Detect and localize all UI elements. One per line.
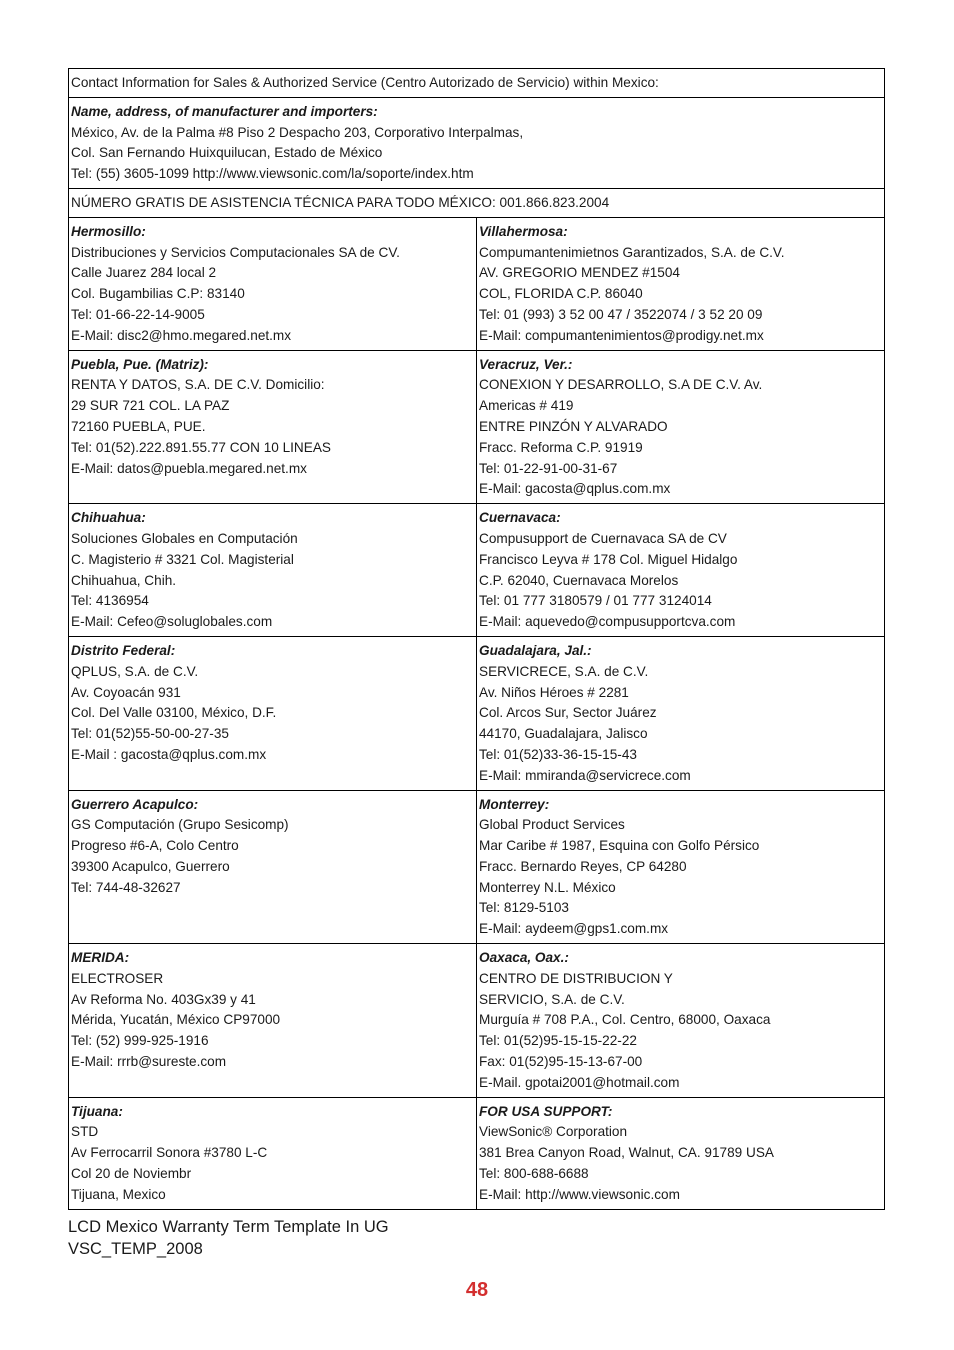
branch-line: Tel: 01(52)95-15-15-22-22 (479, 1033, 637, 1049)
branch-line: Fax: 01(52)95-15-13-67-00 (479, 1054, 643, 1070)
branch-line: CONEXION Y DESARROLLO, S.A DE C.V. Av. (479, 377, 763, 393)
branch-line: Tel: 744-48-32627 (71, 879, 181, 895)
branch-line: Tel: (52) 999-925-1916 (71, 1033, 209, 1049)
branch-heading: Cuernavaca: (479, 510, 561, 526)
branch-line: Tel: 4136954 (71, 593, 149, 609)
branch-heading: MERIDA: (71, 950, 130, 966)
branch-line: Tel: 800-688-6688 (479, 1166, 589, 1182)
branch-line: SERVICRECE, S.A. de C.V. (479, 663, 649, 679)
branch-line: COL, FLORIDA C.P. 86040 (479, 286, 643, 302)
branch-heading: Distrito Federal: (71, 642, 176, 658)
branch-line: E-Mail: http://www.viewsonic.com (479, 1186, 680, 1202)
branch-cell (477, 1097, 885, 1209)
branch-line: Tel: 01-66-22-14-9005 (71, 306, 205, 322)
branch-heading: Hermosillo: (71, 223, 146, 239)
branch-heading: Veracruz, Ver.: (479, 356, 573, 372)
branch-line: Distribuciones y Servicios Computacionales SA de CV. (71, 244, 400, 260)
branch-line: Tel: 01(52)33-36-15-15-43 (479, 746, 637, 762)
branch-line: Chihuahua, Chih. (71, 572, 177, 588)
branch-line: E-Mail: compumantenimientos@prodigy.net.mx (479, 327, 764, 343)
branch-cell (477, 944, 885, 1098)
branch-line: Monterrey N.L. México (479, 879, 616, 895)
branch-cell (69, 504, 477, 637)
branch-row (69, 636, 885, 790)
branch-line: Av. Niños Héroes # 2281 (479, 684, 629, 700)
branch-row (69, 504, 885, 637)
branch-line: Av Ferrocarril Sonora #3780 L-C (71, 1145, 268, 1161)
branch-line: ENTRE PINZÓN Y ALVARADO (479, 418, 668, 434)
branch-heading: Oaxaca, Oax.: (479, 950, 569, 966)
manufacturer-line: Col. San Fernando Huixquilucan, Estado de México (71, 145, 383, 161)
branch-line: Murguía # 708 P.A., Col. Centro, 68000, Oaxaca (479, 1012, 771, 1028)
manufacturer-row (69, 97, 885, 188)
branch-line: Soluciones Globales en Computación (71, 530, 298, 546)
branch-line: Fracc. Reforma C.P. 91919 (479, 439, 643, 455)
branch-line: CENTRO DE DISTRIBUCION Y (479, 970, 673, 986)
branch-line: RENTA Y DATOS, S.A. DE C.V. Domicilio: (71, 377, 325, 393)
branch-cell (69, 217, 477, 350)
branch-line: Av Reforma No. 403Gx39 y 41 (71, 991, 256, 1007)
contact-intro: Contact Information for Sales & Authorized Service (Centro Autorizado de Servicio) within Mexico: (69, 69, 885, 98)
footer-template-code: VSC_TEMP_2008 (68, 1240, 203, 1258)
branch-heading: Guadalajara, Jal.: (479, 642, 592, 658)
manufacturer-line: México, Av. de la Palma #8 Piso 2 Despacho 203, Corporativo Interpalmas, (71, 124, 524, 140)
branch-cell (69, 1097, 477, 1209)
branch-cell (69, 636, 477, 790)
branch-row (69, 217, 885, 350)
branch-line: C. Magisterio # 3321 Col. Magisterial (71, 551, 294, 567)
branch-line: QPLUS, S.A. de C.V. (71, 663, 199, 679)
branch-line: Tel: 01 777 3180579 / 01 777 3124014 (479, 593, 712, 609)
branch-line: Col 20 de Noviembr (71, 1166, 192, 1182)
branch-heading: FOR USA SUPPORT: (479, 1103, 613, 1119)
footer-template-name: LCD Mexico Warranty Term Template In UG (68, 1218, 389, 1236)
branch-heading: Guerrero Acapulco: (71, 796, 199, 812)
branch-line: 381 Brea Canyon Road, Walnut, CA. 91789 USA (479, 1145, 774, 1161)
manufacturer-heading: Name, address, of manufacturer and importers: (71, 103, 378, 119)
branch-line: GS Computación (Grupo Sesicomp) (71, 817, 289, 833)
branch-line: E-Mail: disc2@hmo.megared.net.mx (71, 327, 292, 343)
branch-line: 29 SUR 721 COL. LA PAZ (71, 398, 230, 414)
branch-line: Compumantenimietnos Garantizados, S.A. de C.V. (479, 244, 785, 260)
page-number: 48 (465, 1279, 489, 1301)
branch-line: 44170, Guadalajara, Jalisco (479, 726, 648, 742)
branch-row (69, 1097, 885, 1209)
branch-line: 72160 PUEBLA, PUE. (71, 418, 206, 434)
branch-line: ViewSonic® Corporation (479, 1124, 628, 1140)
branch-line: ELECTROSER (71, 970, 164, 986)
branch-line: E-Mail: gacosta@qplus.com.mx (479, 481, 671, 497)
branch-line: E-Mail: datos@puebla.megared.net.mx (71, 460, 307, 476)
branch-line: Col. Del Valle 03100, México, D.F. (71, 705, 277, 721)
toll-free-row (69, 188, 885, 217)
branch-line: E-Mail: Cefeo@soluglobales.com (71, 614, 273, 630)
branch-line: Tijuana, Mexico (71, 1186, 166, 1202)
branch-row (69, 350, 885, 504)
branch-heading: Puebla, Pue. (Matriz): (71, 356, 209, 372)
branch-line: C.P. 62040, Cuernavaca Morelos (479, 572, 679, 588)
branch-line: Col. Arcos Sur, Sector Juárez (479, 705, 657, 721)
branch-line: STD (71, 1124, 99, 1140)
branch-cell (69, 790, 477, 944)
branch-line: Tel: 01(52)55-50-00-27-35 (71, 726, 229, 742)
branch-cell (69, 944, 477, 1098)
manufacturer-line: Tel: (55) 3605-1099 http://www.viewsonic.com/la/soporte/index.htm (71, 166, 474, 182)
branch-line: E-Mail: aydeem@gps1.com.mx (479, 921, 669, 937)
branch-line: Tel: 01(52).222.891.55.77 CON 10 LINEAS (71, 439, 331, 455)
branch-line: SERVICIO, S.A. de C.V. (479, 991, 625, 1007)
branch-cell (477, 504, 885, 637)
contact-table-container (68, 68, 885, 1210)
branch-line: E-Mail : gacosta@qplus.com.mx (71, 746, 267, 762)
branch-line: 39300 Acapulco, Guerrero (71, 858, 230, 874)
branch-line: E-Mail: mmiranda@servicrece.com (479, 767, 691, 783)
branch-heading: Chihuahua: (71, 510, 146, 526)
branch-cell (477, 350, 885, 504)
branch-line: Americas # 419 (479, 398, 574, 414)
contact-intro-row (69, 69, 885, 98)
branch-heading: Monterrey: (479, 796, 550, 812)
branch-cell (477, 636, 885, 790)
branch-cell (477, 217, 885, 350)
branch-line: E-Mail: rrrb@sureste.com (71, 1054, 227, 1070)
branch-line: Fracc. Bernardo Reyes, CP 64280 (479, 858, 687, 874)
manufacturer-cell (69, 97, 885, 188)
document-footer (68, 1216, 389, 1260)
branch-line: Progreso #6-A, Colo Centro (71, 838, 239, 854)
branch-line: Col. Bugambilias C.P: 83140 (71, 286, 245, 302)
branch-line: Francisco Leyva # 178 Col. Miguel Hidalgo (479, 551, 738, 567)
branch-line: AV. GREGORIO MENDEZ #1504 (479, 265, 680, 281)
branch-cell (69, 350, 477, 504)
branch-line: Tel: 8129-5103 (479, 900, 569, 916)
branch-line: E-Mail. gpotai2001@hotmail.com (479, 1074, 680, 1090)
branch-line: Av. Coyoacán 931 (71, 684, 181, 700)
contact-table (68, 68, 885, 1210)
branch-row (69, 944, 885, 1098)
branch-line: Mar Caribe # 1987, Esquina con Golfo Pérsico (479, 838, 760, 854)
branch-line: Compusupport de Cuernavaca SA de CV (479, 530, 727, 546)
branch-row (69, 790, 885, 944)
branch-line: E-Mail: aquevedo@compusupportcva.com (479, 614, 736, 630)
branch-line: Calle Juarez 284 local 2 (71, 265, 217, 281)
branch-line: Global Product Services (479, 817, 625, 833)
branch-line: Mérida, Yucatán, México CP97000 (71, 1012, 281, 1028)
branch-heading: Villahermosa: (479, 223, 568, 239)
branch-line: Tel: 01-22-91-00-31-67 (479, 460, 618, 476)
branch-heading: Tijuana: (71, 1103, 123, 1119)
toll-free-number: NÚMERO GRATIS DE ASISTENCIA TÉCNICA PARA TODO MÉXICO: 001.866.823.2004 (69, 188, 885, 217)
branch-line: Tel: 01 (993) 3 52 00 47 / 3522074 / 3 52 20 09 (479, 306, 763, 322)
branch-cell (477, 790, 885, 944)
